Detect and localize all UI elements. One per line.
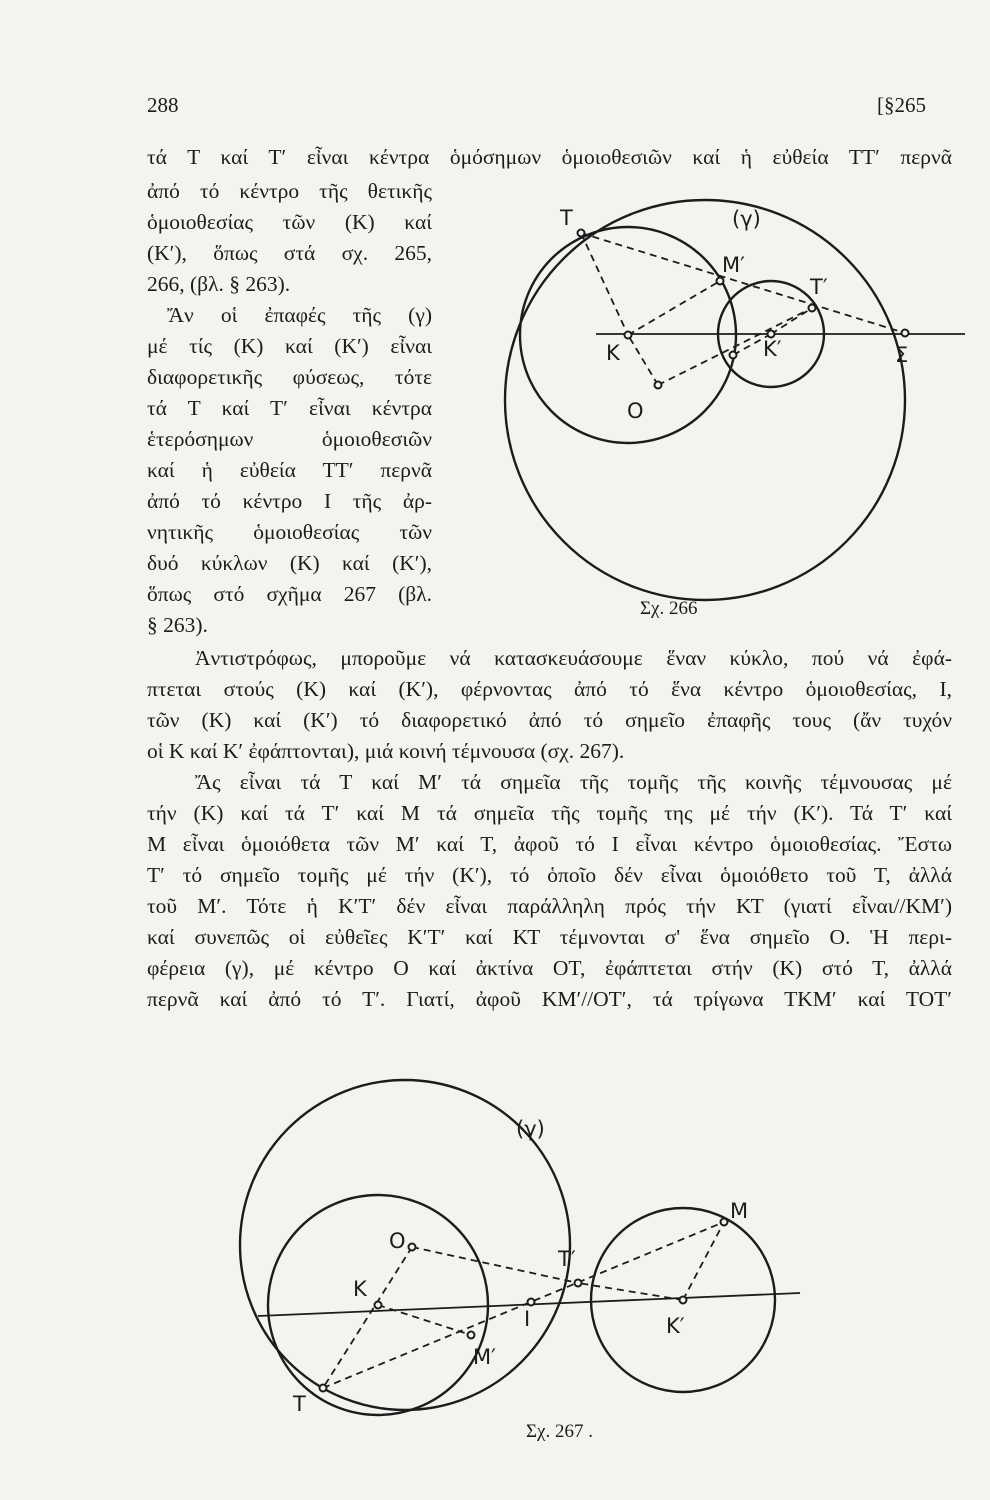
column-line: § 263). (147, 613, 208, 637)
paragraph-line: τοῦ Μ′. Τότε ἡ Κ′Τ′ δέν εἶναι παράλληλη πρός τήν ΚΤ (γιατί εἶναι//ΚΜ′) (147, 894, 952, 918)
point-T-prime (575, 1280, 582, 1287)
radius-Kprime-Tprime (578, 1283, 683, 1300)
radius-O-T (323, 1247, 412, 1388)
label-K-prime: K′ (763, 337, 782, 361)
label-T-prime: T′ (810, 275, 828, 299)
column-line: 266, (βλ. § 263). (147, 272, 291, 296)
point-O (409, 1244, 416, 1251)
radius-Kprime-M (683, 1222, 724, 1300)
point-K-prime (680, 1297, 687, 1304)
label-T-prime: T′ (558, 1247, 576, 1271)
label-K-prime: K′ (666, 1314, 685, 1338)
paragraph-line: τῶν (Κ) καί (Κ′) τό διαφορετικό ἀπό τό σημεῖο ἐπαφῆς τους (ἄν τυχόν (147, 708, 952, 732)
paragraph-line: καί συνεπῶς οἱ εὐθεῖες Κ′Τ′ καί ΚΤ τέμνονται σ' ἕνα σημεῖο Ο. Ἡ περι- (147, 925, 952, 949)
point-T (320, 1385, 327, 1392)
column-line: Ἄν οἱ ἐπαφές τῆς (γ) (167, 303, 432, 327)
column-line: ὁμοιοθεσίας τῶν (Κ) καί (147, 210, 432, 234)
label-I: I (524, 1307, 531, 1331)
paragraph-line: τήν (Κ) καί τά Τ′ καί Μ τά σημεῖα τῆς τομῆς της μέ τήν (Κ′). Τά Τ′ καί (147, 801, 952, 825)
secant-line (323, 1222, 724, 1388)
label-gamma: (γ) (516, 1117, 545, 1141)
paragraph-line: Μ εἶναι ὁμοιόθετα τῶν Μ′ καί Τ, ἀφοῦ τό Ι εἶναι κέντρο ὁμοιοθεσίας. Ἔστω (147, 832, 952, 856)
label-K: K (606, 341, 620, 365)
label-Sigma: Σ (895, 343, 909, 367)
column-line: ἑτερόσημων ὁμοιοθεσιῶν (147, 427, 432, 451)
column-line: καί ἡ εὐθεία ΤΤ′ περνᾶ (147, 458, 432, 482)
text-line-1: τά Τ καί Τ′ εἶναι κέντρα ὁμόσημων ὁμοιοθεσιῶν καί ἡ εὐθεία ΤΤ′ περνᾶ (147, 145, 952, 169)
section-reference: [§265 (877, 93, 926, 117)
point-M (721, 1219, 728, 1226)
label-O: O (389, 1229, 406, 1253)
paragraph-line: περνᾶ καί ἀπό τό Τ′. Γιατί, ἀφοῦ ΚΜ′//ΟΤ′, τά τρίγωνα ΤΚΜ′ καί ΤΟΤ′ (147, 987, 952, 1011)
label-M-prime: M′ (473, 1345, 496, 1369)
column-line: νητικῆς ὁμοιοθεσίας τῶν (147, 520, 432, 544)
point-K (375, 1302, 382, 1309)
label-gamma: (γ) (732, 207, 761, 231)
column-line: δυό κύκλων (Κ) καί (Κ′), (147, 551, 432, 575)
point-M-prime (468, 1332, 475, 1339)
paragraph-line: Ἄς εἶναι τά Τ καί Μ′ τά σημεῖα τῆς τομῆς τῆς κοινῆς τέμνουσας μέ (195, 770, 952, 794)
label-K: K (353, 1277, 367, 1301)
label-O: O (627, 399, 644, 423)
paragraph-line: Τ′ τό σημεῖο τομῆς μέ τήν (Κ′), τό ὁποῖο δέν εἶναι ὁμοιόθετο τοῦ Τ, ἀλλά (147, 863, 952, 887)
label-T: T (293, 1392, 306, 1416)
paragraph-line: οἱ Κ καί Κ′ ἐφάπτονται), μιά κοινή τέμνουσα (σχ. 267). (147, 739, 625, 763)
column-line: ὅπως στό σχῆμα 267 (βλ. (147, 582, 432, 606)
label-M-prime: M′ (722, 253, 745, 277)
column-line: διαφορετικῆς φύσεως, τότε (147, 365, 432, 389)
column-line: ἀπό τό κέντρο Ι τῆς ἀρ- (147, 489, 432, 513)
column-line: ἀπό τό κέντρο τῆς θετικῆς (147, 179, 432, 203)
paragraph-line: φέρεια (γ), μέ κέντρο Ο καί ἀκτίνα ΟΤ, ἐφάπτεται στήν (Κ) στό Τ, ἀλλά (147, 956, 952, 980)
caption-267: Σχ. 267 . (526, 1421, 593, 1442)
paragraph-line: Ἀντιστρόφως, μποροῦμε νά κατασκευάσουμε ἕναν κύκλο, πού νά ἐφά- (195, 646, 952, 670)
point-I (528, 1299, 535, 1306)
caption-266: Σχ. 266 (640, 598, 698, 619)
label-M: M (730, 1199, 749, 1223)
radius-O-Tprime (412, 1247, 578, 1283)
column-line: τά Τ καί Τ′ εἶναι κέντρα (147, 396, 432, 420)
column-line: (Κ′), ὅπως στά σχ. 265, (147, 241, 432, 265)
paragraph-line: πτεται στούς (Κ) καί (Κ′), φέρνοντας ἀπό τό ἕνα κέντρο ὁμοιοθεσίας, Ι, (147, 677, 952, 701)
column-line: μέ τίς (Κ) καί (Κ′) εἶναι (147, 334, 432, 358)
label-T: T (560, 206, 573, 230)
page-number: 288 (147, 93, 179, 117)
